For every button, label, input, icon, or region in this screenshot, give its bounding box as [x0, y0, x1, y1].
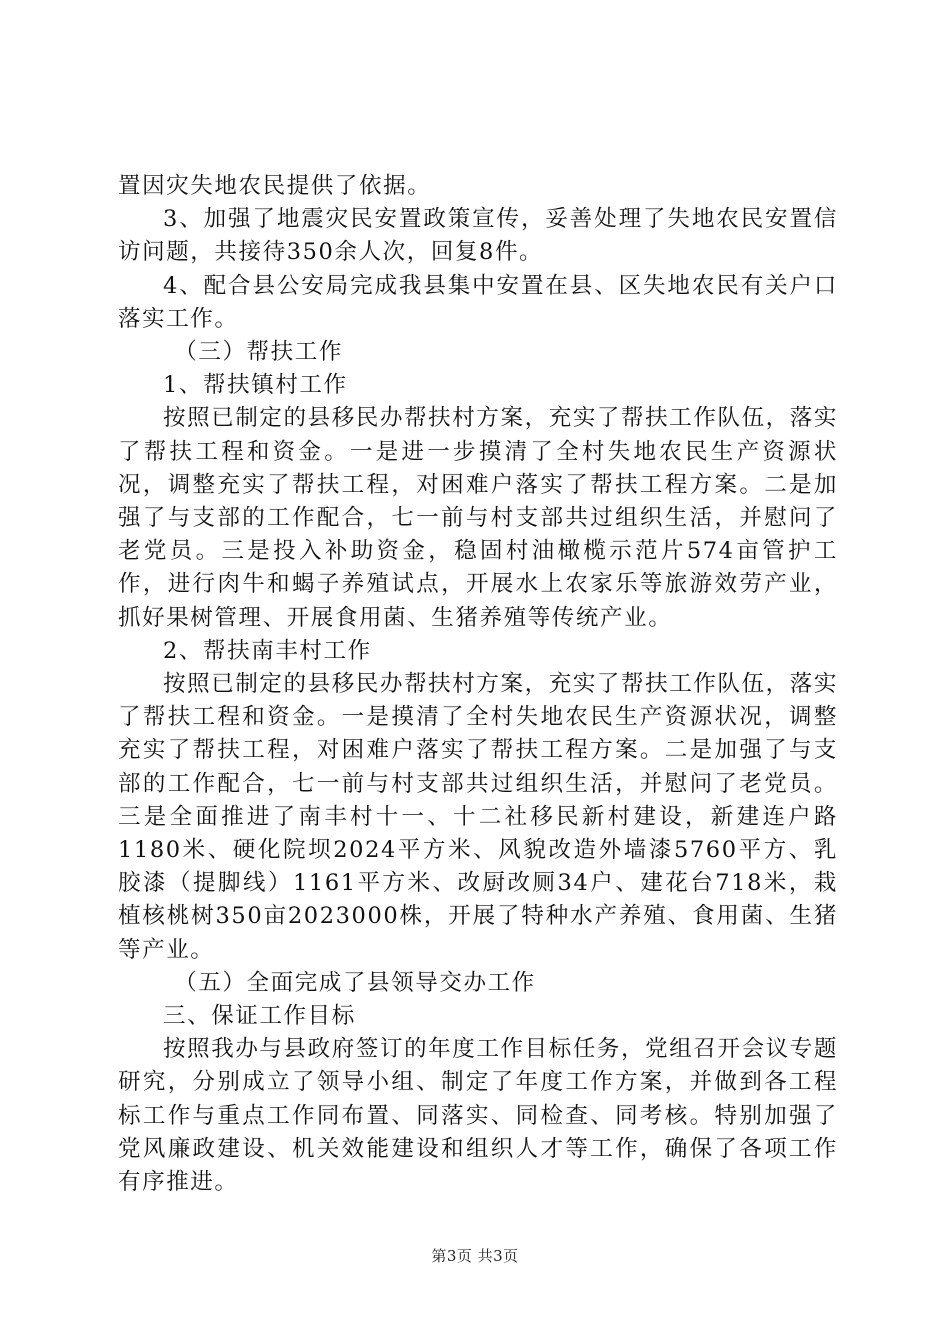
section-heading-work-goals: 三、保证工作目标	[163, 1003, 356, 1030]
section-heading-assistance: （三）帮扶工作	[174, 339, 343, 366]
paragraph-work-goals: 按照我办与县政府签订的年度工作目标任务，党组召开会议专题研究，分别成立了领导小组、制定了年度工作方案，并做到各工程标工作与重点工作同布置、同落实、同检查、同考核。特别加强了党风廉政建设、机关效能建设和组织人才等工作，确保了各项工作有序推进。	[118, 1036, 838, 1196]
paragraph-town-village: 按照已制定的县移民办帮扶村方案，充实了帮扶工作队伍，落实了帮扶工程和资金。一是进一步摸清了全村失地农民生产资源状况，调整充实了帮扶工程，对困难户落实了帮扶工程方案。二是加强了与支部的工作配合，七一前与村支部共过组织生活，并慰问了老党员。三是投入补助资金，稳固村油橄榄示范片574亩管护工作，进行肉牛和蝎子养殖试点，开展水上农家乐等旅游效劳产业，抓好果树管理、开展食用菌、生猪养殖等传统产业。	[118, 405, 838, 631]
subheading-town-village: 1、帮扶镇村工作	[163, 372, 348, 399]
paragraph-item-4: 4、配合县公安局完成我县集中安置在县、区失地农民有关户口落实工作。	[118, 272, 838, 332]
subheading-nanfeng-village: 2、帮扶南丰村工作	[163, 637, 372, 664]
section-heading-leader-tasks: （五）全面完成了县领导交办工作	[174, 969, 536, 996]
document-body	[118, 170, 838, 1199]
paragraph-continuation: 置因灾失地农民提供了依据。	[118, 173, 432, 199]
paragraph-item-3: 3、加强了地震灾民安置政策宣传，妥善处理了失地农民安置信访问题，共接待350余人次，回复8件。	[118, 206, 838, 266]
page-number: 第3页 共3页	[431, 1247, 519, 1265]
paragraph-nanfeng-village: 按照已制定的县移民办帮扶村方案，充实了帮扶工作队伍，落实了帮扶工程和资金。一是摸清了全村失地农民生产资源状况，调整充实了帮扶工程，对困难户落实了帮扶工程方案。二是加强了与支部的工作配合，七一前与村支部共过组织生活，并慰问了老党员。三是全面推进了南丰村十一、十二社移民新村建设，新建连户路1180米、硬化院坝2024平方米、风貌改造外墙漆5760平方、乳胶漆（提脚线）1161平方米、改厨改厕34户、建花台718米，栽植核桃树350亩2023000株，开展了特种水产养殖、食用菌、生猪等产业。	[118, 671, 838, 963]
